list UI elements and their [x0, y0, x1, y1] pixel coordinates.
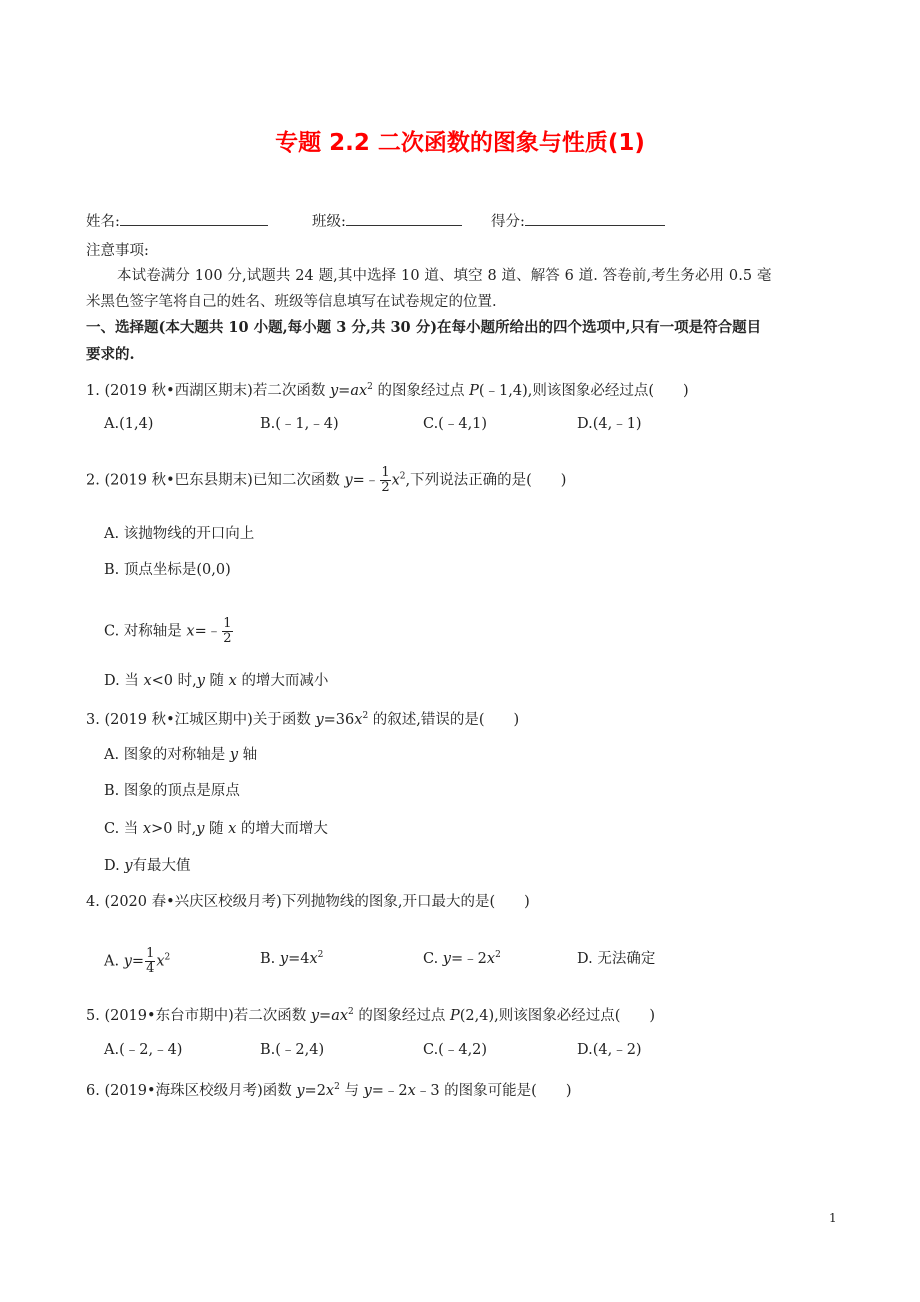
class-field[interactable]: [312, 211, 462, 232]
question-source: (2019•海珠区校级月考): [104, 1083, 263, 1099]
q2-option-b[interactable]: [104, 560, 231, 580]
question-source: (2020 春•兴庆区校级月考): [104, 894, 282, 910]
stem-text: 若二次函数: [233, 1008, 307, 1024]
q4-option-c[interactable]: C. $y=﹣2x^2$: [423, 950, 501, 967]
option-label: A.: [104, 526, 120, 542]
option-label: A.: [104, 747, 120, 763]
question-5-stem: 5. (2019•东台市期中)若二次函数 $y=ax^2$ 的图象经过点 P(2,4),则该图象必经过点( ): [86, 1007, 656, 1024]
option-text: 随: [209, 673, 225, 689]
question-1-stem: 1. (2019 秋•西湖区期末)若二次函数 $y=ax^2$ 的图象经过点 P(﹣1,4),则该图象必经过点( ): [86, 382, 689, 399]
option-label: D.: [577, 951, 593, 967]
notice-line-1: 本试卷满分 100 分,试题共 24 题,其中选择 10 道、填空 8 道、解答 6 道. 答卷前,考生务必用 0.5 毫: [117, 268, 772, 284]
question-6-stem: 6. (2019•海珠区校级月考)函数 $y=2x^2$ 与 y=﹣2x﹣3 的图象可能是( ): [86, 1082, 572, 1099]
formula: y: [310, 1008, 320, 1024]
option-label: A.: [104, 953, 120, 970]
q5-option-c[interactable]: C.(﹣4,2): [423, 1042, 488, 1058]
point-label: P: [469, 383, 479, 399]
stem-text: 的图象经过点: [358, 1008, 446, 1024]
stem-text: 的图象经过点: [377, 383, 465, 399]
fraction: $\frac{1}{4}$: [146, 946, 155, 976]
stem-text: 函数: [262, 1083, 292, 1099]
question-source: (2019 秋•巴东县期末): [104, 472, 253, 489]
option-text: 顶点坐标是(0,0): [123, 562, 231, 578]
fraction: $\frac{1}{2}$: [381, 465, 390, 495]
option-text: 图象的对称轴是: [123, 747, 226, 763]
score-field[interactable]: [491, 211, 665, 232]
q4-option-d[interactable]: [577, 949, 655, 969]
option-text: >0 时,: [151, 821, 197, 837]
point-coords: (﹣1,4): [478, 383, 528, 399]
stem-text: 已知二次函数: [252, 472, 340, 489]
q5-option-b[interactable]: B.(﹣2,4): [260, 1042, 325, 1058]
option-label: C.: [104, 623, 120, 640]
q1-option-a[interactable]: A.(1,4): [104, 416, 154, 432]
question-number: 5.: [86, 1008, 100, 1024]
formula: y: [315, 712, 324, 728]
page-title: 专题 2.2 二次函数的图象与性质(1): [275, 130, 645, 156]
formula: y: [344, 472, 353, 489]
notice-heading: 注意事项:: [86, 243, 149, 259]
class-label: 班级:: [312, 214, 346, 230]
question-number: 3.: [86, 712, 100, 728]
question-number: 4.: [86, 894, 100, 910]
section-heading-line-2: 要求的.: [86, 346, 135, 363]
q1-option-d[interactable]: D.(4,﹣1): [577, 416, 642, 432]
notice-line-2: 米黑色签字笔将自己的姓名、班级等信息填写在试卷规定的位置.: [86, 294, 497, 310]
q1-option-c[interactable]: C.(﹣4,1): [423, 416, 488, 432]
question-source: (2019•东台市期中): [104, 1008, 234, 1024]
option-text: 该抛物线的开口向上: [123, 526, 255, 542]
q5-option-a[interactable]: A.(﹣2,﹣4): [104, 1042, 183, 1058]
point-coords: (2,4): [459, 1008, 495, 1024]
option-label: C.: [423, 951, 439, 967]
option-text: 无法确定: [597, 951, 656, 967]
stem-text: 若二次函数: [252, 383, 326, 399]
q3-option-a[interactable]: A. 图象的对称轴是 y 轴: [104, 747, 258, 763]
option-text: 有最大值: [132, 858, 191, 874]
q3-option-d[interactable]: D. y有最大值: [104, 858, 191, 874]
option-text: <0 时,: [151, 673, 197, 689]
stem-text: 关于函数: [252, 712, 311, 728]
option-text: 的增大而增大: [240, 821, 328, 837]
fraction: $\frac{1}{2}$: [223, 616, 232, 646]
question-number: 6.: [86, 1083, 100, 1099]
formula: y: [329, 383, 339, 399]
option-text: 当: [124, 673, 139, 689]
q3-option-c[interactable]: C. 当 x>0 时,y 随 x 的增大而增大: [104, 821, 328, 837]
question-number: 2.: [86, 472, 100, 489]
option-text: 图象的顶点是原点: [123, 783, 240, 799]
name-field[interactable]: [86, 211, 268, 232]
question-source: (2019 秋•江城区期中): [104, 712, 253, 728]
stem-text: 与: [344, 1083, 359, 1099]
stem-text: 的叙述,错误的是( ): [372, 712, 520, 728]
question-number: 1.: [86, 383, 100, 399]
stem-text: ,则该图象必经过点( ): [494, 1008, 656, 1024]
q3-option-b[interactable]: [104, 781, 240, 801]
q4-option-a[interactable]: A. y= $\frac{1}{4}$ $x^2$: [104, 946, 171, 976]
q4-option-b[interactable]: B. $y=4x^2$: [260, 950, 324, 967]
stem-text: 下列抛物线的图象,开口最大的是( ): [281, 894, 530, 910]
q2-option-c[interactable]: C. 对称轴是 x=﹣ $\frac{1}{2}$: [104, 616, 232, 646]
section-heading-line-1: 一、选择题(本大题共 10 小题,每小题 3 分,共 30 分)在每小题所给出的四个选项中,只有一项是符合题目: [86, 319, 762, 336]
q5-option-d[interactable]: D.(4,﹣2): [577, 1042, 642, 1058]
q1-option-b[interactable]: B.(﹣1,﹣4): [260, 416, 339, 432]
option-text: 的增大而减小: [241, 673, 329, 689]
class-blank[interactable]: [346, 211, 462, 226]
option-text: =4: [288, 951, 310, 967]
question-3-stem: 3. (2019 秋•江城区期中)关于函数 $y=36x^2$ 的叙述,错误的是( ): [86, 711, 520, 728]
option-text: 随: [209, 821, 224, 837]
option-label: B.: [104, 783, 120, 799]
option-label: B.: [104, 562, 120, 578]
score-label: 得分:: [491, 214, 525, 230]
score-blank[interactable]: [525, 211, 665, 226]
point-label: P: [449, 1008, 460, 1024]
name-label: 姓名:: [86, 214, 120, 230]
option-label: C.: [104, 821, 120, 837]
formula: y: [296, 1083, 305, 1099]
question-source: (2019 秋•西湖区期末): [104, 383, 253, 399]
option-label: D.: [104, 858, 120, 874]
q2-option-d[interactable]: D. 当 x<0 时,y 随 x 的增大而减小: [104, 673, 329, 689]
option-text: 轴: [242, 747, 258, 763]
option-text: =﹣2: [451, 951, 487, 967]
q2-option-a[interactable]: [104, 524, 254, 544]
option-label: D.: [104, 673, 120, 689]
question-2-stem: 2. (2019 秋•巴东县期末)已知二次函数 y=﹣ $\frac{1}{2}$ $x^2$,下列说法正确的是( ): [86, 465, 567, 495]
name-blank[interactable]: [120, 211, 268, 226]
option-label: B.: [260, 951, 276, 967]
page-number: 1: [829, 1211, 837, 1225]
question-4-stem: [86, 892, 530, 912]
stem-text: ,则该图象必经过点( ): [527, 383, 689, 399]
stem-text: 的图象可能是( ): [444, 1083, 572, 1099]
option-text: 对称轴是: [123, 623, 182, 640]
stem-text: ,下列说法正确的是( ): [405, 472, 567, 489]
option-text: 当: [123, 821, 139, 837]
